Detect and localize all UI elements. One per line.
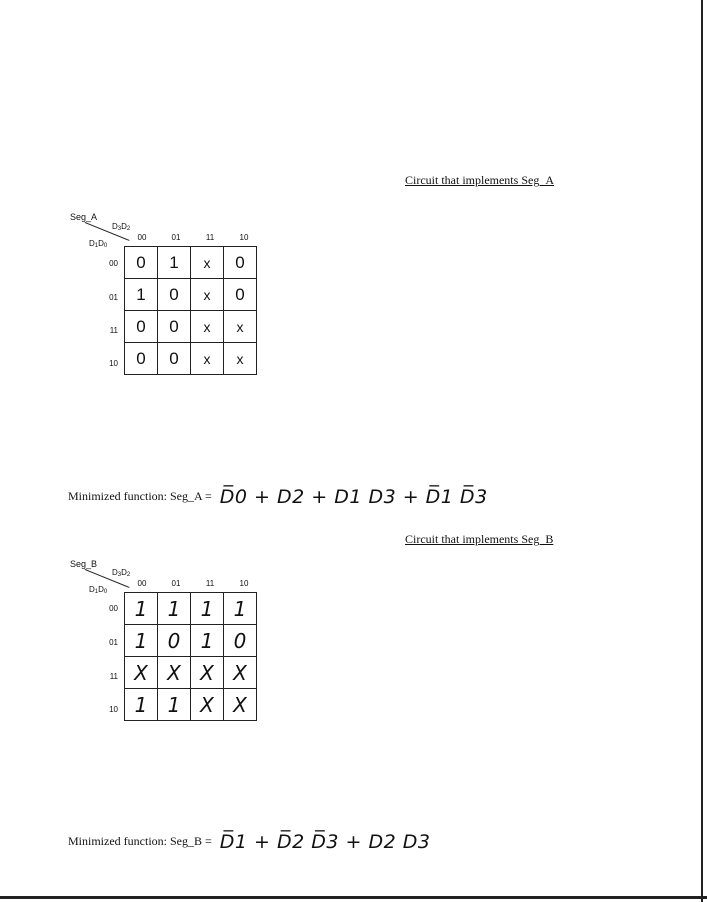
kmap-cell: 1: [158, 593, 191, 625]
kmap-cell: 1: [191, 593, 224, 625]
seg-b-column-code: 11: [205, 579, 215, 588]
kmap-row: [125, 343, 257, 375]
seg-a-function-label: Minimized function: Seg_A =: [68, 489, 212, 503]
kmap-row: [125, 689, 257, 721]
seg-a-karnaugh-map: [124, 246, 257, 375]
seg-a-column-variables: $D_3D_2$: [112, 222, 131, 232]
kmap-row: [125, 625, 257, 657]
kmap-cell: 0: [125, 343, 158, 375]
seg-b-row-code: 01: [109, 638, 118, 647]
kmap-cell: X: [158, 657, 191, 689]
seg-b-column-variables: $D_3D_2$: [112, 568, 131, 578]
kmap-cell: 0: [224, 625, 257, 657]
kmap-row: [125, 311, 257, 343]
seg-b-column-code: 10: [239, 579, 249, 588]
kmap-row: [125, 657, 257, 689]
kmap-cell: 0: [125, 311, 158, 343]
seg-a-column-code: 01: [171, 233, 181, 242]
seg-b-row-code: 00: [109, 604, 118, 613]
seg-b-circuit-heading: Circuit that implements Seg_B: [405, 532, 554, 546]
kmap-cell: X: [224, 657, 257, 689]
seg-b-minimized-function: [68, 831, 430, 853]
kmap-cell: X: [125, 657, 158, 689]
kmap-cell: X: [191, 689, 224, 721]
kmap-cell: 1: [125, 279, 158, 311]
seg-a-row-code: 11: [109, 326, 118, 335]
kmap-cell: 0: [158, 343, 191, 375]
kmap-cell: 1: [125, 625, 158, 657]
seg-b-row-code: 10: [109, 705, 118, 714]
seg-a-row-code: 00: [109, 259, 118, 268]
kmap-cell: X: [191, 657, 224, 689]
kmap-cell: 0: [158, 279, 191, 311]
kmap-cell: 1: [191, 625, 224, 657]
seg-b-row-code: 11: [109, 672, 118, 681]
kmap-cell: x: [191, 247, 224, 279]
seg-b-column-code: 00: [137, 579, 147, 588]
seg-b-function-label: Minimized function: Seg_B =: [68, 834, 212, 848]
kmap-cell: x: [224, 311, 257, 343]
kmap-cell: x: [191, 311, 224, 343]
seg-b-map-label: Seg_B: [70, 559, 98, 569]
kmap-cell: 1: [158, 689, 191, 721]
kmap-cell: 1: [158, 247, 191, 279]
kmap-row: [125, 279, 257, 311]
seg-a-row-code: 10: [109, 359, 118, 368]
seg-a-column-code: 00: [137, 233, 147, 242]
seg-a-function-expression: D̅0 + D2 + D1 D3 + D̅1 D̅3: [219, 486, 488, 508]
seg-a-minimized-function: [68, 486, 488, 508]
kmap-cell: x: [191, 279, 224, 311]
kmap-cell: 0: [224, 279, 257, 311]
kmap-cell: 0: [158, 311, 191, 343]
kmap-cell: 1: [125, 689, 158, 721]
seg-a-circuit-heading: Circuit that implements Seg_A: [405, 173, 554, 187]
page-edge-bottom: [0, 896, 707, 899]
seg-a-row-variables: $D_1D_0$: [89, 239, 108, 249]
kmap-row: [125, 247, 257, 279]
kmap-cell: 0: [125, 247, 158, 279]
seg-b-column-code: 01: [171, 579, 181, 588]
seg-a-map-label: Seg_A: [70, 212, 98, 222]
kmap-cell: 0: [158, 625, 191, 657]
kmap-cell: 1: [224, 593, 257, 625]
seg-b-function-expression: D̅1 + D̅2 D̅3 + D2 D3: [219, 831, 431, 853]
seg-b-karnaugh-map: [124, 592, 257, 721]
kmap-cell: x: [224, 343, 257, 375]
seg-b-row-variables: $D_1D_0$: [89, 585, 108, 595]
kmap-cell: x: [191, 343, 224, 375]
kmap-cell: X: [224, 689, 257, 721]
seg-a-column-code: 10: [239, 233, 249, 242]
kmap-cell: 0: [224, 247, 257, 279]
kmap-cell: 1: [125, 593, 158, 625]
kmap-row: [125, 593, 257, 625]
page-edge-right: [701, 0, 703, 902]
seg-a-row-code: 01: [109, 293, 118, 302]
seg-a-column-code: 11: [205, 233, 215, 242]
